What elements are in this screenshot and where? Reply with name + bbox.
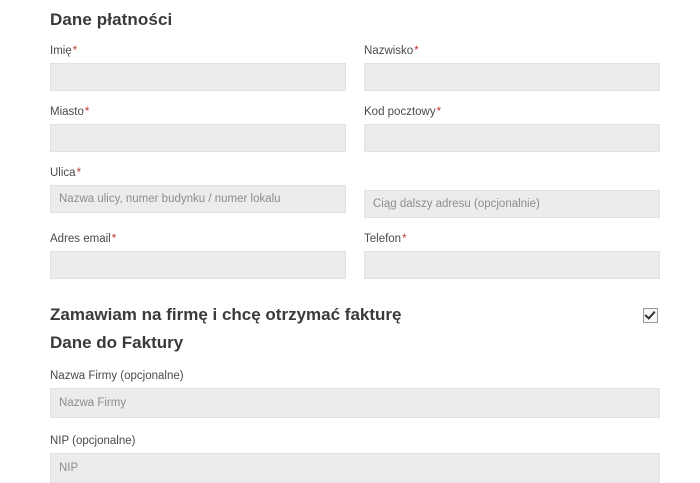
required-marker: * <box>76 167 82 179</box>
email-input[interactable] <box>50 251 346 279</box>
phone-label <box>364 232 660 246</box>
company-name-input[interactable] <box>50 388 660 418</box>
nip-label: NIP (opcjonalne) <box>50 435 136 447</box>
field-company-name <box>50 369 660 418</box>
required-marker: * <box>402 233 407 245</box>
nip-input[interactable] <box>50 453 660 483</box>
street-row <box>50 166 660 218</box>
field-postal-code <box>364 105 660 152</box>
invoice-checkbox[interactable] <box>643 308 658 323</box>
postal-code-label <box>364 105 660 119</box>
required-marker: * <box>111 233 117 245</box>
phone-input[interactable] <box>364 251 660 279</box>
invoice-toggle-label: Zamawiam na firmę i chcę otrzymać fakturę <box>50 305 402 324</box>
first-name-label-text: Imię <box>50 45 72 57</box>
required-marker: * <box>436 106 442 118</box>
city-postal-row <box>50 105 660 152</box>
required-marker: * <box>84 106 90 118</box>
field-last-name <box>364 44 660 91</box>
name-row <box>50 44 660 91</box>
street-label-text: Ulica <box>50 167 76 179</box>
email-label-text: Adres email <box>50 233 111 245</box>
first-name-label <box>50 44 346 58</box>
street-label <box>50 166 346 180</box>
invoice-section-title: Dane do Faktury <box>50 333 184 352</box>
required-marker: * <box>414 45 419 57</box>
field-phone <box>364 232 660 279</box>
field-first-name <box>50 44 346 91</box>
field-email <box>50 232 346 279</box>
city-label-text: Miasto <box>50 106 84 118</box>
last-name-label <box>364 44 660 58</box>
page-title: Dane płatności <box>50 10 173 29</box>
first-name-input[interactable] <box>50 63 346 91</box>
email-phone-row <box>50 232 660 279</box>
last-name-label-text: Nazwisko <box>364 45 414 57</box>
address-line-2-input[interactable] <box>364 190 660 218</box>
city-label <box>50 105 346 119</box>
postal-code-input[interactable] <box>364 124 660 152</box>
phone-label-text: Telefon <box>364 233 402 245</box>
city-input[interactable] <box>50 124 346 152</box>
postal-code-label-text: Kod pocztowy <box>364 106 436 118</box>
field-nip <box>50 434 660 483</box>
street-input[interactable] <box>50 185 346 213</box>
company-name-label: Nazwa Firmy (opcjonalne) <box>50 370 184 382</box>
required-marker: * <box>72 45 78 57</box>
field-city <box>50 105 346 152</box>
invoice-toggle-row[interactable] <box>50 305 660 325</box>
email-label <box>50 232 346 246</box>
last-name-input[interactable] <box>364 63 660 91</box>
address-line-2-label <box>364 166 660 185</box>
field-street <box>50 166 346 218</box>
field-address-line-2 <box>364 166 660 218</box>
